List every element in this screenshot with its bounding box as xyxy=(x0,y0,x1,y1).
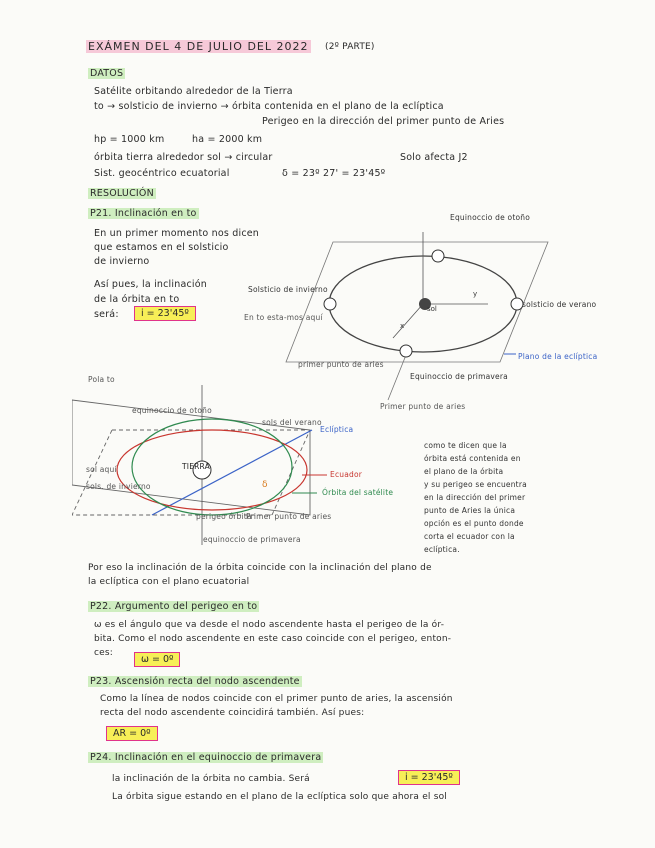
p23-answer-box: AR = 0º xyxy=(106,726,158,741)
d1-en-to: En to esta-mos aquí xyxy=(244,313,323,322)
datos-line: Satélite orbitando alrededor de la Tierra xyxy=(94,86,293,97)
side-note-line: corta el ecuador con la xyxy=(424,532,515,541)
side-note-line: el plano de la órbita xyxy=(424,467,504,476)
d2-sols-invierno: sols. de invierno xyxy=(86,482,151,491)
datos-line: Sist. geocéntrico ecuatorial xyxy=(94,168,230,179)
earth-winter xyxy=(324,298,336,310)
d1-plano-ecliptica: Plano de la eclíptica xyxy=(518,352,598,361)
datos-line: ha = 2000 km xyxy=(192,134,263,145)
p21-line: de invierno xyxy=(94,256,150,267)
p22-answer-box: ω = 0º xyxy=(134,652,180,667)
p24-line: La órbita sigue estando en el plano de la eclíptica solo que ahora el sol xyxy=(112,792,447,802)
conclusion-line: Por eso la inclinación de la órbita coincide con la inclinación del plano de xyxy=(88,563,432,573)
d2-ecuador: Ecuador xyxy=(330,470,363,479)
d2-primer-punto-aries: Primer punto de aries xyxy=(246,512,332,521)
d2-sols-verano: sols del verano xyxy=(262,418,322,427)
d2-tierra: TIERRA xyxy=(182,462,210,471)
ecliptic-line xyxy=(152,430,312,515)
datos-line: órbita tierra alrededor sol → circular xyxy=(94,152,273,163)
side-note-line: eclíptica. xyxy=(424,545,460,554)
datos-heading: DATOS xyxy=(90,68,124,79)
p23-title: P23. Ascensión recta del nodo ascendente xyxy=(90,676,300,687)
p21-answer-box: i = 23'45º xyxy=(134,306,196,321)
side-note-line: como te dicen que la xyxy=(424,441,507,450)
side-note-line: opción es el punto donde xyxy=(424,519,524,528)
datos-line: hp = 1000 km xyxy=(94,134,165,145)
delta-angle: δ xyxy=(262,480,268,490)
d1-equinoccio-primavera: Equinoccio de primavera xyxy=(410,372,508,381)
d2-equinoccio-otono: equinoccio de otoño xyxy=(132,406,212,415)
side-note-line: y su perigeo se encuentra xyxy=(424,480,527,489)
side-note-line: en la dirección del primer xyxy=(424,493,526,502)
side-note-line: órbita está contenida en xyxy=(424,454,521,463)
earth-autumn xyxy=(432,250,444,262)
side-note-line: punto de Aries la única xyxy=(424,506,516,515)
d2-sol-aqui: sol aquí xyxy=(86,465,117,474)
datos-line: to → solsticio de invierno → órbita contenida en el plano de la eclíptica xyxy=(94,101,444,112)
d2-pola-to: Pola to xyxy=(88,375,115,384)
p22-line: ω es el ángulo que va desde el nodo ascendente hasta el perigeo de la ór- xyxy=(94,620,445,630)
p22-title: P22. Argumento del perigeo en to xyxy=(90,601,258,612)
d1-primer-punto-aries: primer punto de aries xyxy=(298,360,384,369)
p23-line: Como la línea de nodos coincide con el primer punto de aries, la ascensión xyxy=(100,694,453,704)
p22-line: bita. Como el nodo ascendente en este caso coincide con el perigeo, enton- xyxy=(94,634,452,644)
d1-primer-punto-aries-2: Primer punto de aries xyxy=(380,402,466,411)
d2-equinoccio-primavera: equinoccio de primavera xyxy=(203,535,301,544)
exam-title: EXÁMEN DEL 4 DE JULIO DEL 2022 xyxy=(88,40,309,53)
conclusion-line: la eclíptica con el plano ecuatorial xyxy=(88,577,250,587)
d2-ecliptica: Eclíptica xyxy=(320,425,354,434)
exam-part: (2º PARTE) xyxy=(325,42,375,52)
d2-orbita-satelite: Órbita del satélite xyxy=(322,488,394,497)
p24-line: la inclinación de la órbita no cambia. Será xyxy=(112,774,310,784)
p21-line: será: xyxy=(94,309,119,320)
p23-line: recta del nodo ascendente coincidirá también. Así pues: xyxy=(100,708,365,718)
p21-title: P21. Inclinación en to xyxy=(90,208,197,219)
d1-equinoccio-otono: Equinoccio de otoño xyxy=(450,213,531,222)
x-axis xyxy=(393,304,423,338)
earth-spring xyxy=(400,345,412,357)
datos-line: Perigeo en la dirección del primer punto de Aries xyxy=(262,116,505,127)
p24-title: P24. Inclinación en el equinoccio de primavera xyxy=(90,752,322,763)
p24-answer-box: i = 23'45º xyxy=(398,770,460,785)
d1-solsticio-verano: solsticio de verano xyxy=(522,300,597,309)
label-sol: sol xyxy=(427,305,437,313)
resolucion-heading: RESOLUCIÓN xyxy=(90,188,154,199)
satellite-orbit xyxy=(132,419,292,515)
datos-line: δ = 23º 27' = 23'45º xyxy=(282,168,386,179)
d2-perigeo-orbita: perigeo órbita xyxy=(196,512,252,521)
equator-orbit xyxy=(117,430,307,510)
label-y: y xyxy=(473,290,478,298)
datos-line: Solo afecta J2 xyxy=(400,152,468,163)
label-x: x xyxy=(400,322,405,330)
p21-line: de la órbita en to xyxy=(94,294,180,305)
p21-line: En un primer momento nos dicen xyxy=(94,228,260,239)
orbit-3d-diagram xyxy=(72,375,402,555)
p21-line: que estamos en el solsticio xyxy=(94,242,229,253)
p22-line: ces: xyxy=(94,648,114,658)
d1-solsticio-invierno: Solsticio de invierno xyxy=(248,285,328,294)
p21-line: Así pues, la inclinación xyxy=(94,279,207,290)
